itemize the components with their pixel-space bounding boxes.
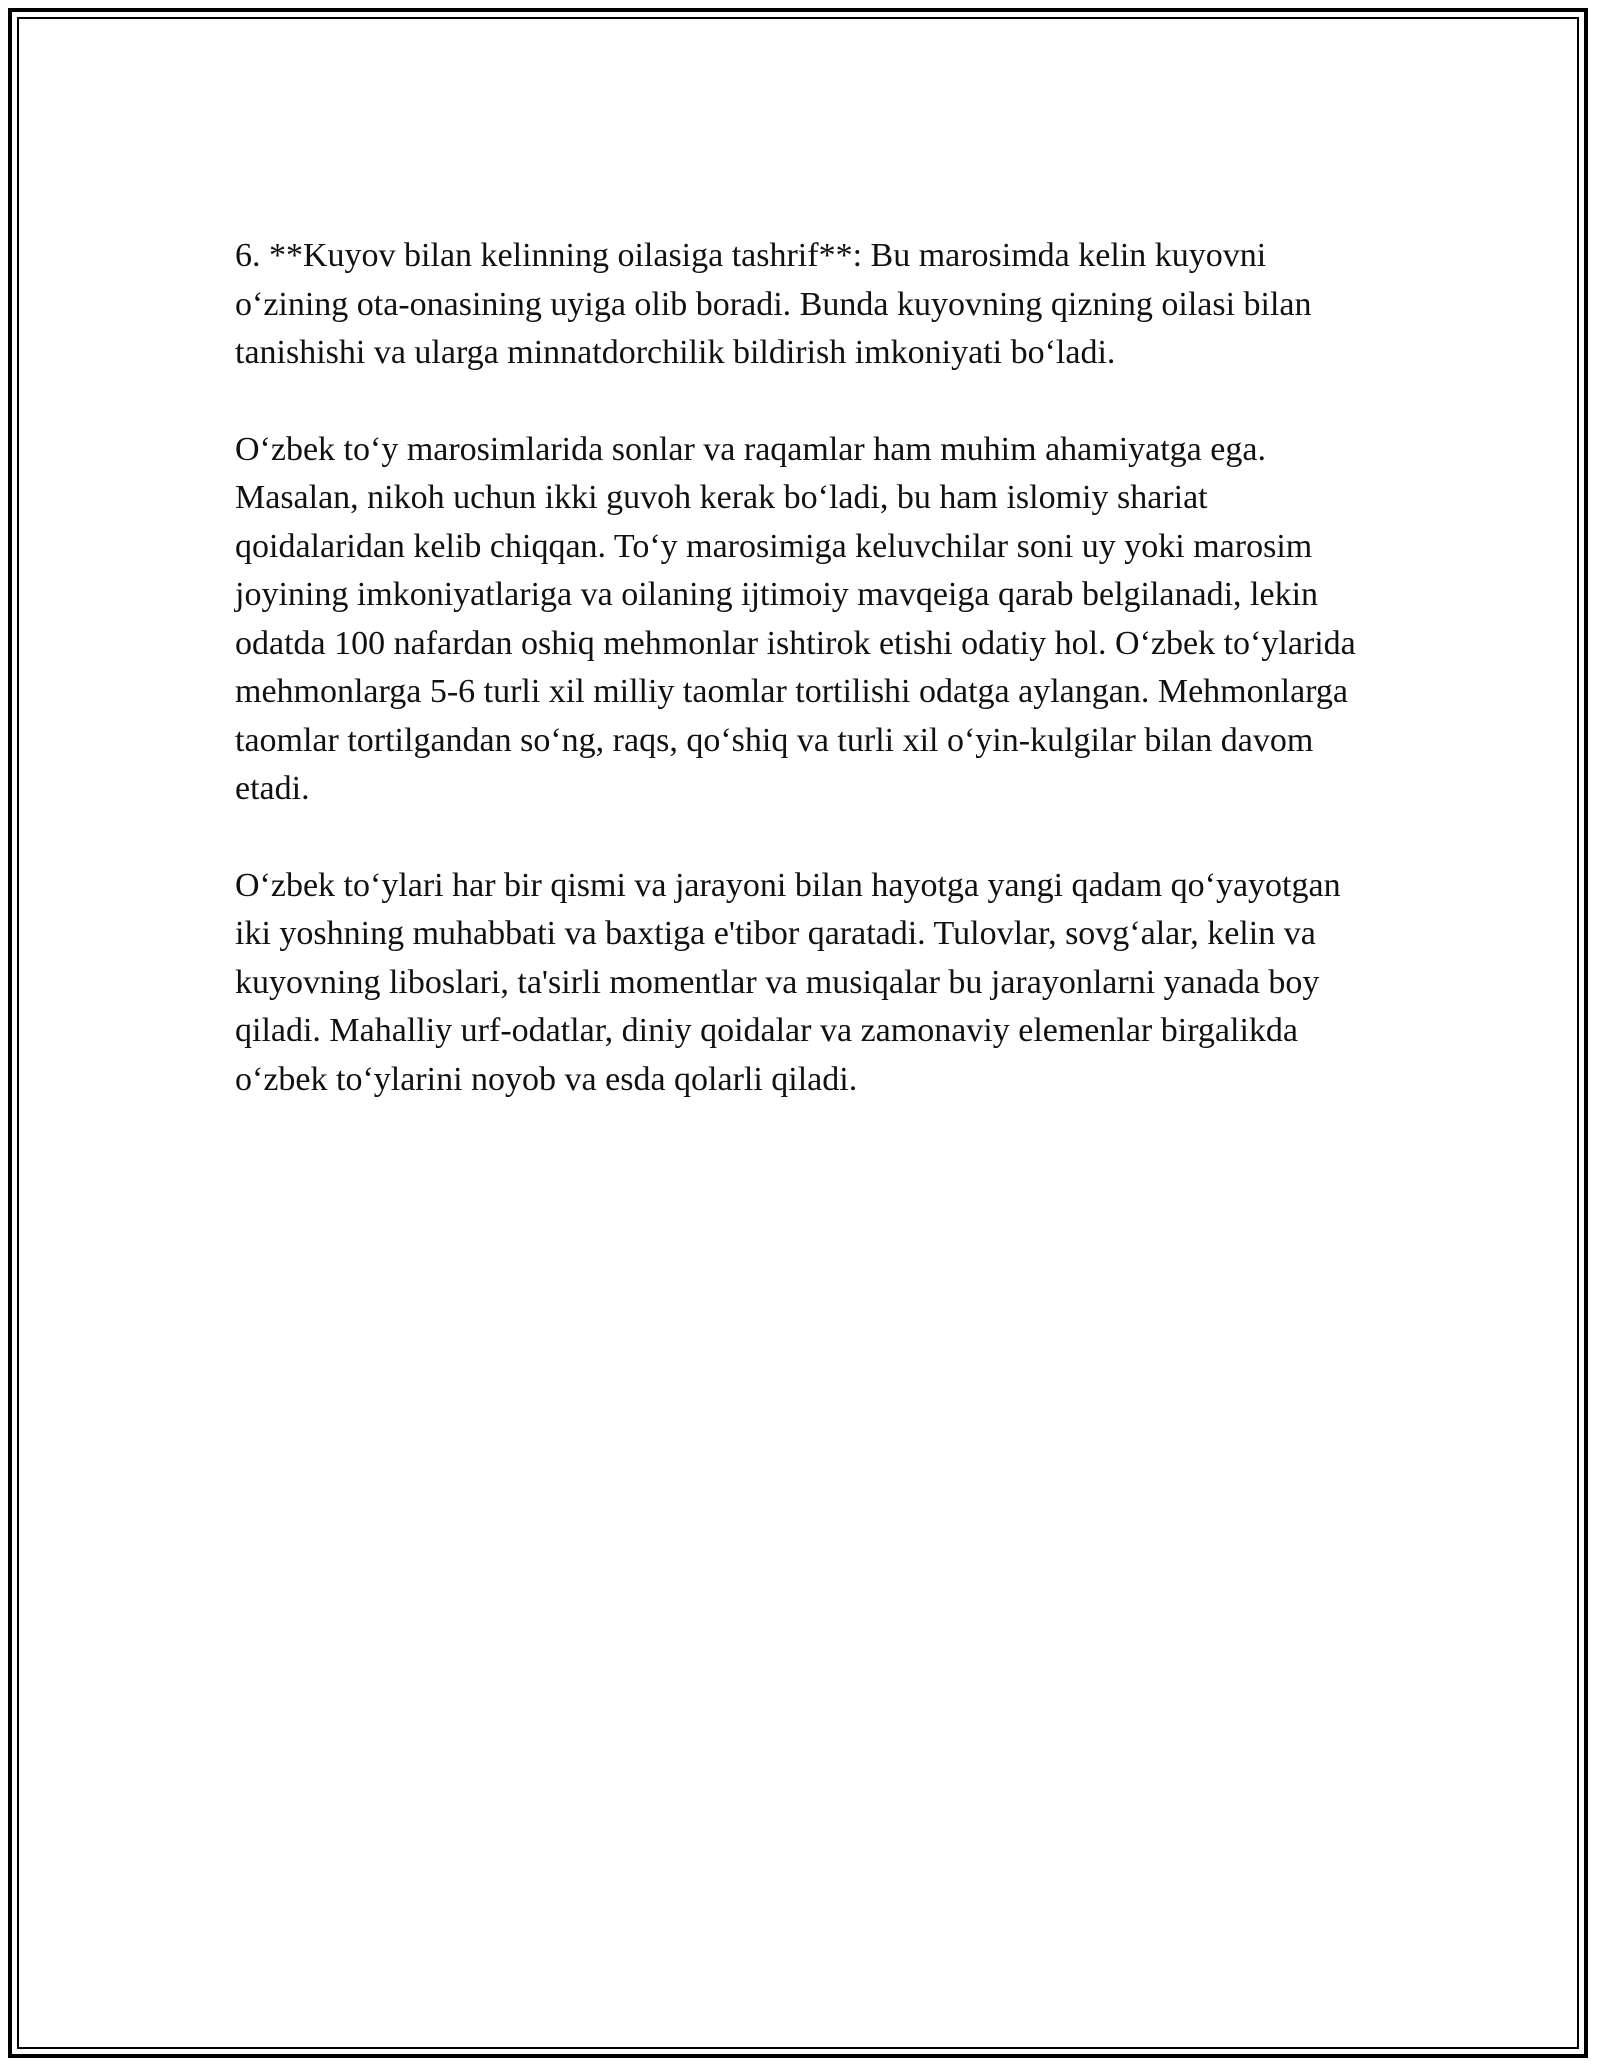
document-body [235, 232, 1365, 1152]
paragraph-wedding-summary: O‘zbek to‘ylari har bir qismi va jarayoni bilan hayotga yangi qadam qo‘yayotgan iki yoshning muhabbati va baxtiga e'tibor qaratadi. Tulovlar, sovg‘alar, kelin va kuyovning liboslari, ta'sirli momentlar va musiqalar bu jarayonlarni yanada boy qiladi. Mahalliy urf-odatlar, diniy qoidalar va zamonaviy elemenlar birgalikda o‘zbek to‘ylarini noyob va esda qolarli qiladi. [235, 866, 1341, 1098]
paragraph-numbers-in-wedding: O‘zbek to‘y marosimlarida sonlar va raqamlar ham muhim ahamiyatga ega. Masalan, nikoh uchun ikki guvoh kerak bo‘ladi, bu ham islomiy shariat qoidalaridan kelib chiqqan. To‘y marosimiga keluvchilar soni uy yoki marosim joyining imkoniyatlariga va oilaning ijtimoiy mavqeiga qarab belgilanadi, lekin odatda 100 nafardan oshiq mehmonlar ishtirok etishi odatiy hol. O‘zbek to‘ylarida mehmonlarga 5-6 turli xil milliy taomlar tortilishi odatga aylangan. Mehmonlarga taomlar tortilgandan so‘ng, raqs, qo‘shiq va turli xil o‘yin-kulgilar bilan davom etadi. [235, 430, 1356, 807]
paragraph-visit-bride-family: 6. **Kuyov bilan kelinning oilasiga tashrif**: Bu marosimda kelin kuyovni o‘zining ota-onasining uyiga olib boradi. Bunda kuyovning qizning oilasi bilan tanishishi va ularga minnatdorchilik bildirish imkoniyati bo‘ladi. [235, 237, 1312, 371]
